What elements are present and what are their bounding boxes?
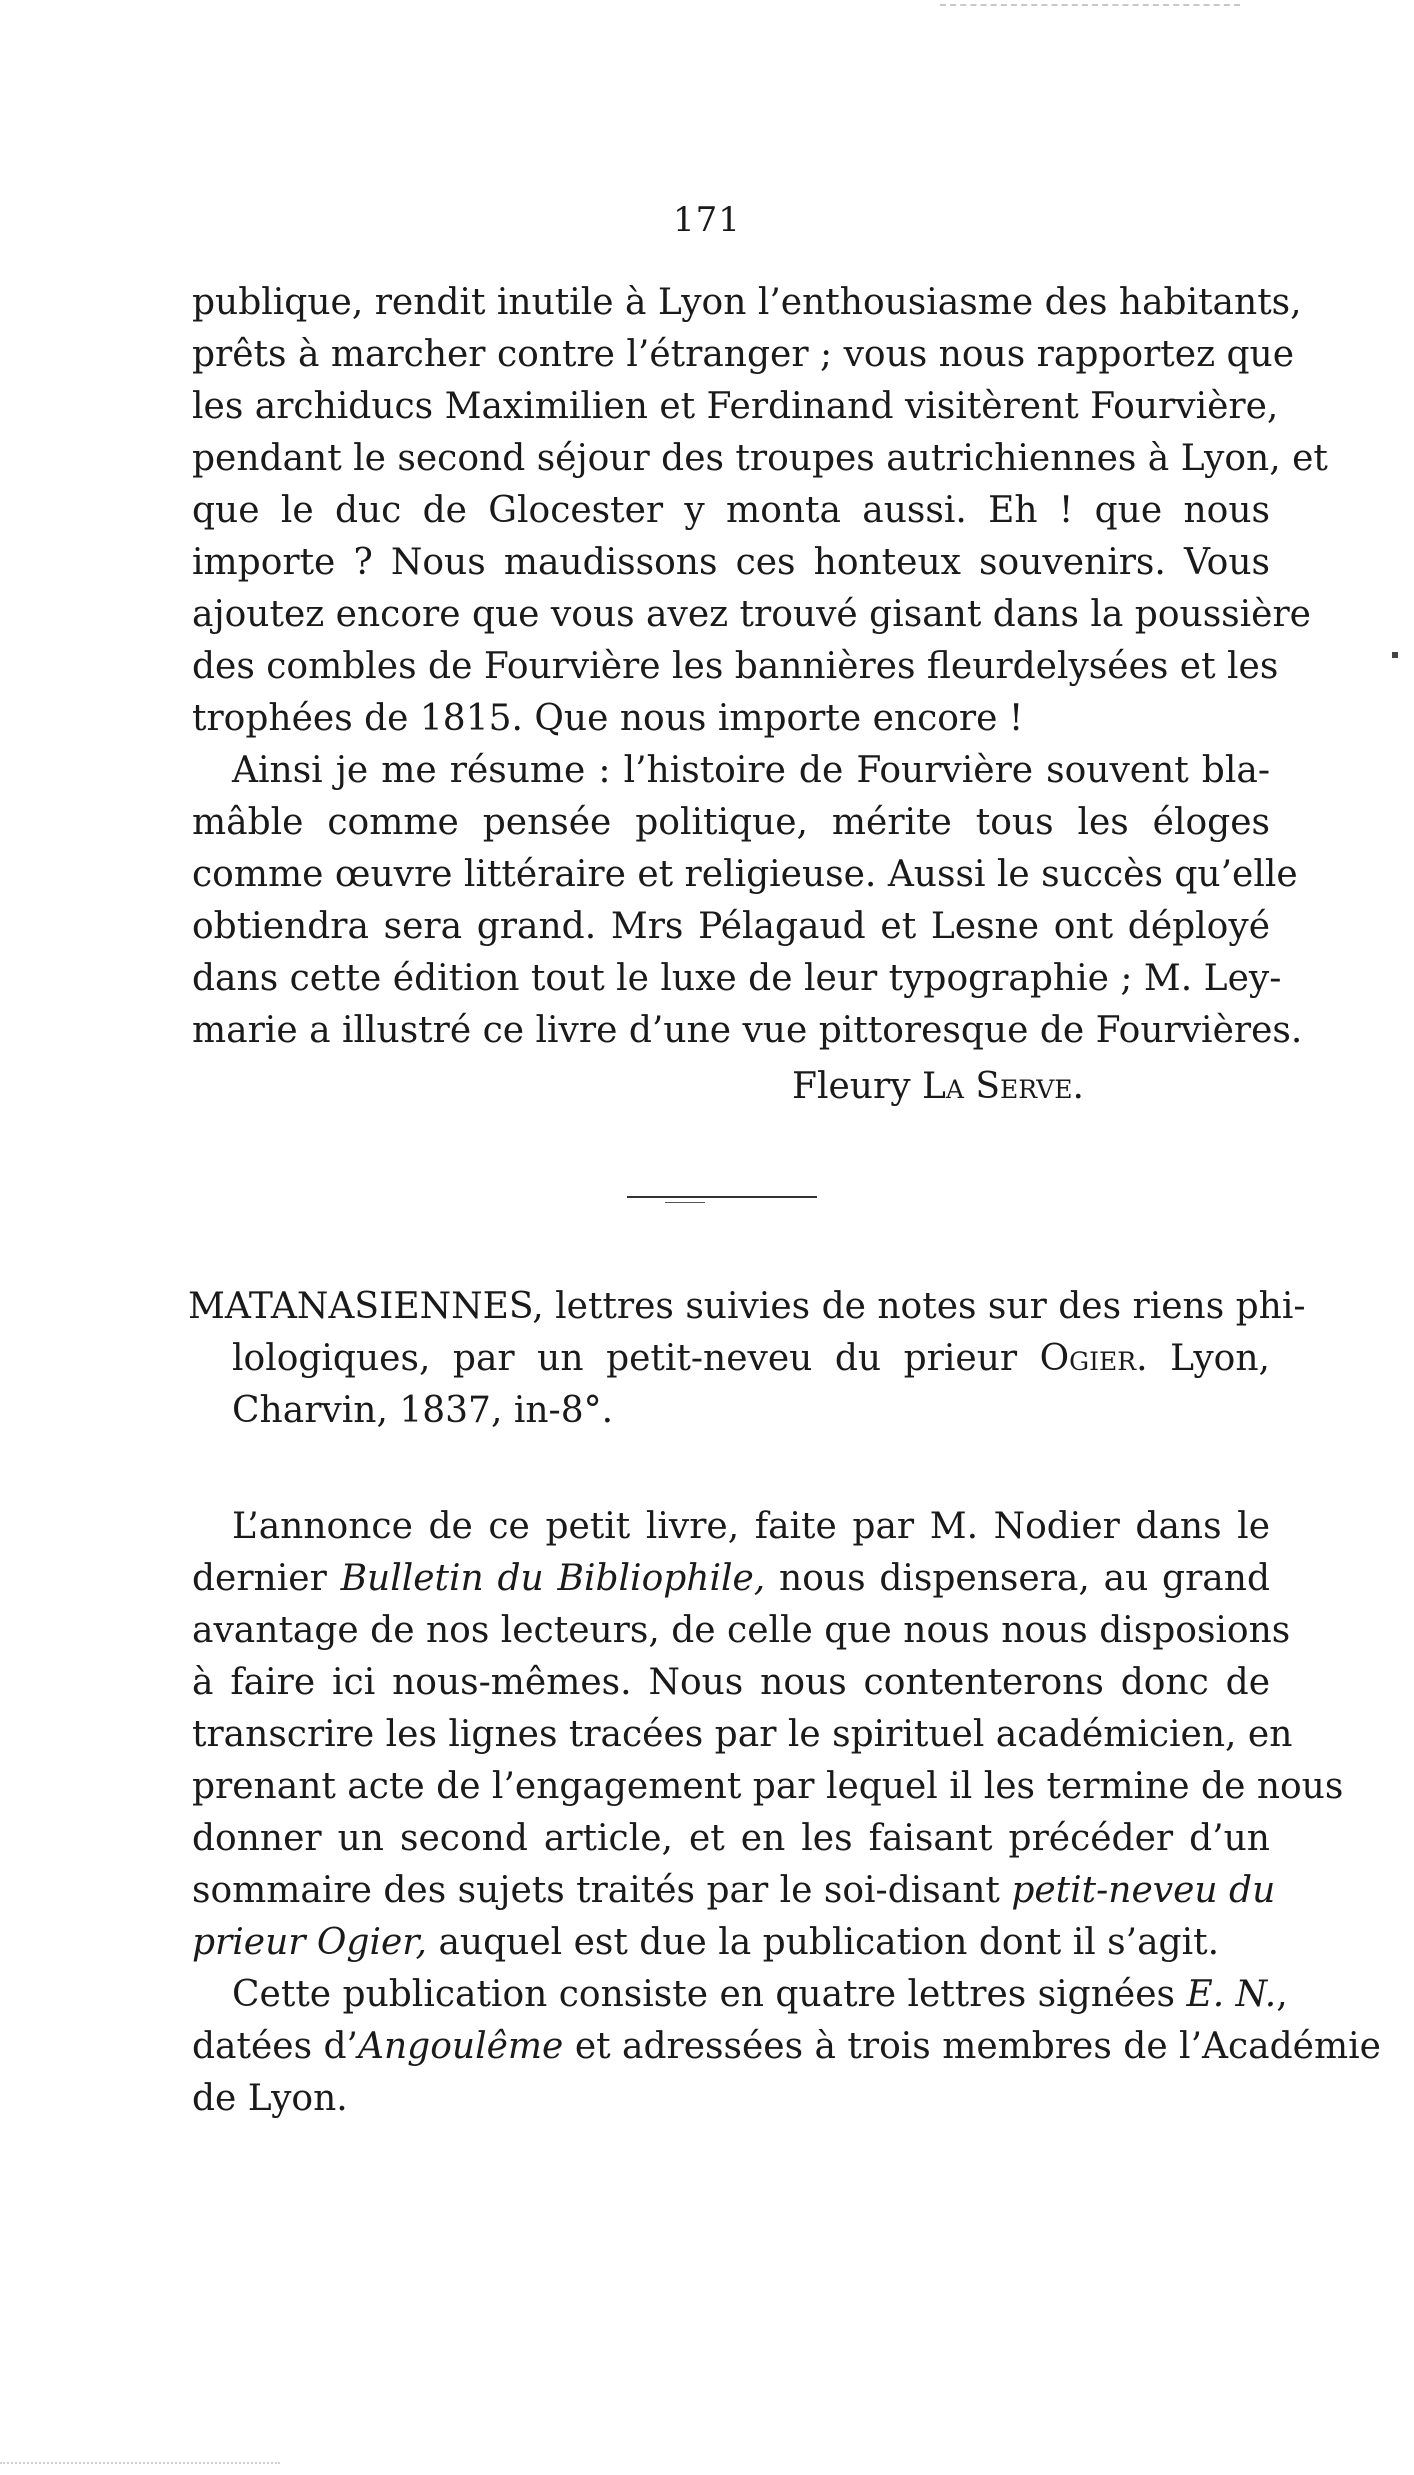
text-line: mâble comme pensée politique, mérite tous les éloges <box>192 802 1270 843</box>
text-line: L’annonce de ce petit livre, faite par M. Nodier dans le <box>232 1506 1270 1547</box>
text-line: prêts à marcher contre l’étranger ; vous nous rapportez que <box>192 334 1295 375</box>
text-line: sommaire des sujets traités par le soi-disant petit-neveu du <box>192 1870 1276 1911</box>
text-line: datées d’Angoulême et adressées à trois membres de l’Académie <box>192 2026 1381 2067</box>
text-line: obtiendra sera grand. Mrs Pélagaud et Lesne ont déployé <box>192 906 1270 947</box>
text-line: ajoutez encore que vous avez trouvé gisant dans la poussière <box>192 594 1311 635</box>
text-line: pendant le second séjour des troupes autrichiennes à Lyon, et <box>192 438 1328 479</box>
section-divider <box>627 1196 817 1198</box>
text-line: Cette publication consiste en quatre lettres signées E. N., <box>232 1974 1288 2015</box>
text-line: importe ? Nous maudissons ces honteux souvenirs. Vous <box>192 542 1270 583</box>
signature-last-name: La Serve. <box>921 1066 1084 1107</box>
text-line: que le duc de Glocester y monta aussi. Eh ! que nous <box>192 490 1270 531</box>
journal-title: Bulletin du Bibliophile, <box>340 1558 766 1599</box>
section-divider-accent <box>665 1202 705 1203</box>
text-line: prenant acte de l’engagement par lequel il les termine de nous <box>192 1766 1344 1807</box>
text-line: des combles de Fourvière les bannières fleurdelysées et les <box>192 646 1279 687</box>
text-line: trophées de 1815. Que nous importe encore ! <box>192 698 1024 739</box>
text-line: prieur Ogier, auquel est due la publication dont il s’agit. <box>192 1922 1220 1963</box>
text-line: dans cette édition tout le luxe de leur typographie ; M. Ley- <box>192 958 1282 999</box>
text-line: publique, rendit inutile à Lyon l’enthousiasme des habitants, <box>192 282 1302 323</box>
text-line: à faire ici nous-mêmes. Nous nous contenterons donc de <box>192 1662 1270 1703</box>
text-line: avantage de nos lecteurs, de celle que nous nous disposions <box>192 1610 1291 1651</box>
entry-heading-line: Charvin, 1837, in-8°. <box>232 1390 614 1431</box>
text-line: dernier Bulletin du Bibliophile, nous dispensera, au grand <box>192 1558 1270 1599</box>
text-line: Ainsi je me résume : l’histoire de Fourvière souvent bla- <box>232 750 1270 791</box>
text-line: les archiducs Maximilien et Ferdinand visitèrent Fourvière, <box>192 386 1279 427</box>
entry-heading-line: MATANASIENNES, lettres suivies de notes sur des riens phi- <box>188 1286 1306 1327</box>
scan-artifact-top <box>940 4 1240 6</box>
signature-first-name: Fleury <box>792 1066 911 1107</box>
author-name: Ogier. <box>1039 1338 1148 1379</box>
text-line: marie a illustré ce livre d’une vue pittoresque de Fourvières. <box>192 1010 1303 1051</box>
page-number: 171 <box>673 200 741 240</box>
text-line: donner un second article, et en les faisant précéder d’un <box>192 1818 1270 1859</box>
scan-artifact-bottom <box>0 2462 280 2464</box>
signature <box>792 1062 1084 1112</box>
text-line: comme œuvre littéraire et religieuse. Aussi le succès qu’elle <box>192 854 1298 895</box>
margin-mark <box>1392 652 1398 658</box>
text-line: de Lyon. <box>192 2078 348 2119</box>
entry-heading-line: lologiques, par un petit-neveu du prieur Ogier. Lyon, <box>232 1338 1270 1379</box>
text-line: transcrire les lignes tracées par le spirituel académicien, en <box>192 1714 1293 1755</box>
